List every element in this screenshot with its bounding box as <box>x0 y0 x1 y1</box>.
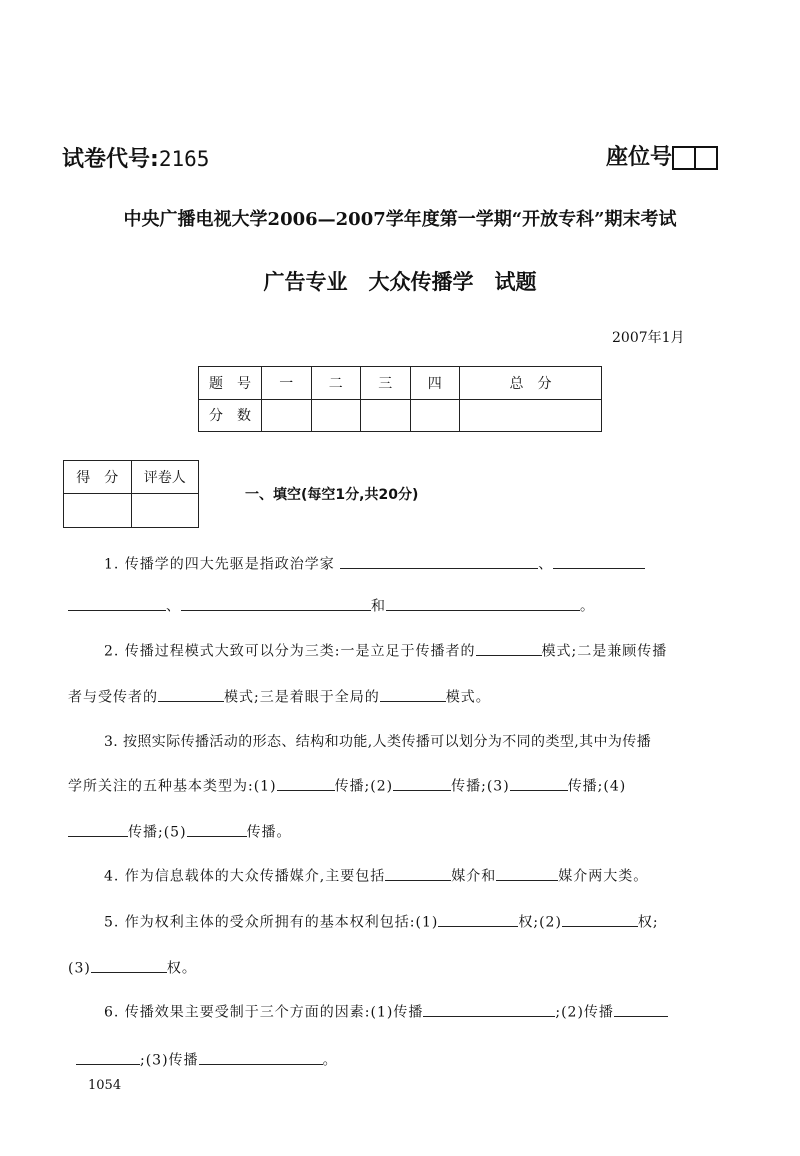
answer-blank[interactable] <box>181 595 371 611</box>
grader-table <box>63 460 199 528</box>
answer-blank[interactable] <box>187 821 247 837</box>
answer-blank[interactable] <box>562 911 638 927</box>
grader-reviewer-cell[interactable] <box>131 494 199 528</box>
answer-blank[interactable] <box>423 1001 555 1017</box>
score-cell-total[interactable] <box>460 399 602 432</box>
question-3-line-2: 学所关注的五种基本类型为:(1) 传播;(2) 传播;(3) 传播;(4) <box>68 775 626 796</box>
paper-code-number: 2165 <box>158 147 210 171</box>
answer-blank[interactable] <box>510 775 568 791</box>
answer-blank[interactable] <box>393 775 451 791</box>
table-row <box>64 494 199 528</box>
answer-blank[interactable] <box>385 865 451 881</box>
row-header-question: 题 号 <box>199 367 262 400</box>
table-row <box>199 367 602 400</box>
col-header-3: 三 <box>361 367 411 400</box>
score-cell-2[interactable] <box>311 399 361 432</box>
answer-blank[interactable] <box>68 821 128 837</box>
question-2-line-1: 2. 传播过程模式大致可以分为三类:一是立足于传播者的 模式;二是兼顾传播 <box>104 640 667 661</box>
score-cell-4[interactable] <box>410 399 460 432</box>
exam-date: 2007年1月 <box>612 330 685 346</box>
answer-blank[interactable] <box>438 911 518 927</box>
question-5-line-2: (3) 权。 <box>68 957 197 978</box>
grader-header-score: 得 分 <box>64 461 132 494</box>
question-1-line-1: 1. 传播学的四大先驱是指政治学家 、 <box>104 553 645 574</box>
page-number: 1054 <box>88 1078 122 1093</box>
answer-blank[interactable] <box>158 686 224 702</box>
answer-blank[interactable] <box>76 1049 140 1065</box>
grader-header-reviewer: 评卷人 <box>131 461 199 494</box>
row-header-score: 分 数 <box>199 399 262 432</box>
score-table <box>198 366 602 432</box>
answer-blank[interactable] <box>386 595 580 611</box>
col-header-4: 四 <box>410 367 460 400</box>
seat-box-2[interactable] <box>696 146 718 170</box>
answer-blank[interactable] <box>91 957 167 973</box>
paper-code-label: 试卷代号: <box>62 147 159 172</box>
grader-score-cell[interactable] <box>64 494 132 528</box>
seat-number-label: 座位号 <box>606 145 673 170</box>
question-1-line-2: 、 和 。 <box>68 595 595 616</box>
question-3-line-3: 传播;(5) 传播。 <box>68 821 292 842</box>
answer-blank[interactable] <box>380 686 446 702</box>
col-header-total: 总 分 <box>460 367 602 400</box>
subject-title: 广告专业 大众传播学 试题 <box>263 270 537 294</box>
answer-blank[interactable] <box>476 640 542 656</box>
score-cell-1[interactable] <box>262 399 312 432</box>
score-cell-3[interactable] <box>361 399 411 432</box>
question-6-line-2: ;(3)传播 。 <box>76 1049 338 1070</box>
answer-blank[interactable] <box>277 775 335 791</box>
paper-code <box>62 142 209 173</box>
table-row <box>199 399 602 432</box>
col-header-1: 一 <box>262 367 312 400</box>
seat-box-1[interactable] <box>672 146 696 170</box>
answer-blank[interactable] <box>68 595 166 611</box>
answer-blank[interactable] <box>199 1049 323 1065</box>
seat-number <box>606 140 718 171</box>
col-header-2: 二 <box>311 367 361 400</box>
answer-blank[interactable] <box>496 865 558 881</box>
question-6-line-1: 6. 传播效果主要受制于三个方面的因素:(1)传播 ;(2)传播 <box>104 1001 668 1022</box>
exam-title: 中央广播电视大学2006—2007学年度第一学期“开放专科”期末考试 <box>123 209 677 230</box>
table-row <box>64 461 199 494</box>
question-5-line-1: 5. 作为权利主体的受众所拥有的基本权利包括:(1) 权;(2) 权; <box>104 911 659 932</box>
question-4: 4. 作为信息载体的大众传播媒介,主要包括 媒介和 媒介两大类。 <box>104 865 648 886</box>
question-2-line-2: 者与受传者的 模式;三是着眼于全局的 模式。 <box>68 686 491 707</box>
section-heading: 一、填空(每空1分,共20分) <box>245 487 419 503</box>
answer-blank[interactable] <box>553 553 645 569</box>
answer-blank[interactable] <box>614 1001 668 1017</box>
answer-blank[interactable] <box>340 553 538 569</box>
question-3-line-1: 3. 按照实际传播活动的形态、结构和功能,人类传播可以划分为不同的类型,其中为传播 <box>104 734 652 750</box>
